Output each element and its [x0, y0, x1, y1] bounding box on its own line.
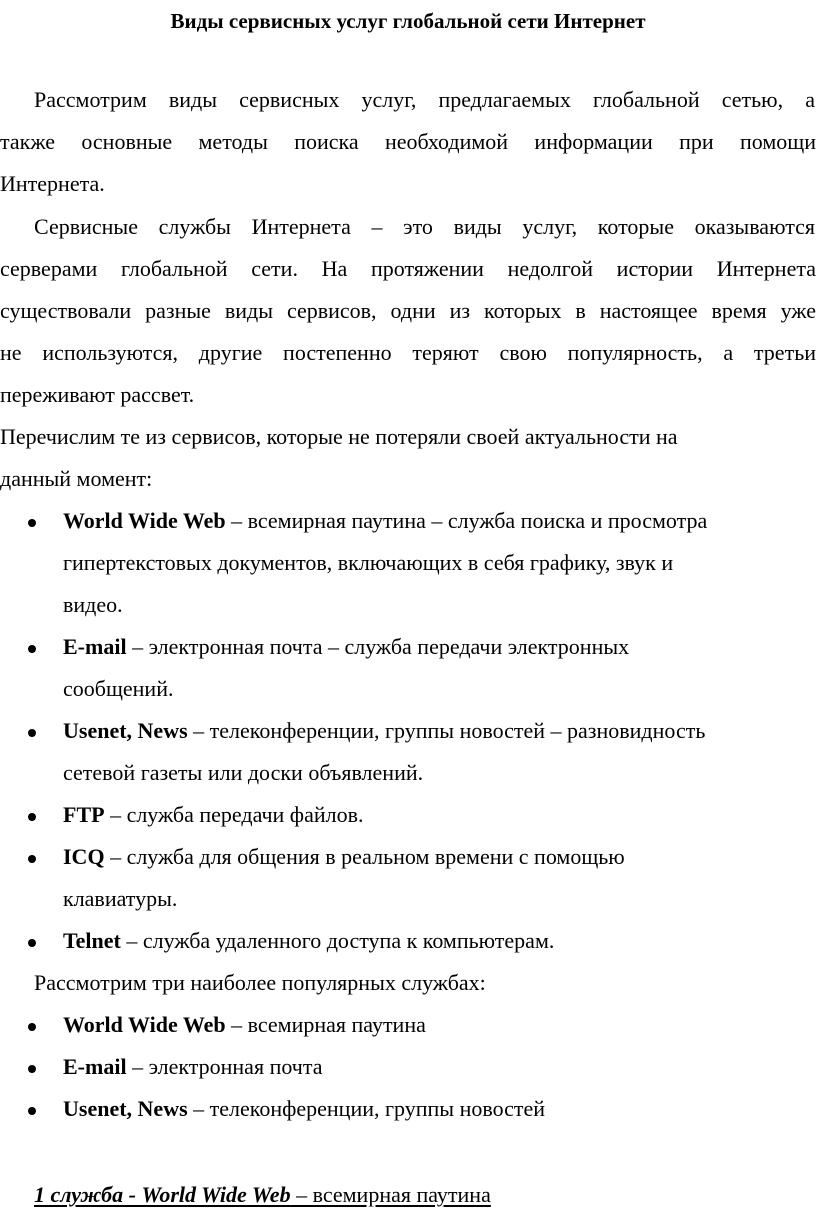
p2-line-1: Сервисные службы Интернета – это виды услуг, которые оказываются — [34, 214, 815, 239]
service-term: World Wide Web — [63, 1012, 226, 1037]
bullet — [28, 632, 36, 662]
list-item-continuation: видео. — [63, 592, 123, 617]
list-item — [63, 506, 707, 536]
p1-line-3: Интернета. — [0, 171, 105, 196]
service-term: E-mail — [63, 634, 127, 659]
bullet — [28, 1010, 36, 1040]
list-item — [63, 1052, 322, 1082]
section-heading — [34, 1180, 816, 1210]
list-item — [63, 632, 629, 662]
service-desc: – всемирная паутина — [225, 1012, 426, 1037]
p3-line-2: данный момент: — [0, 466, 153, 491]
list-item — [63, 926, 554, 956]
service-term: E-mail — [63, 1054, 127, 1079]
p2-line-5: переживают рассвет. — [0, 382, 195, 407]
bullet — [28, 926, 36, 956]
service-term: Telnet — [63, 928, 121, 953]
list-item — [63, 800, 363, 830]
service-term: Usenet, News — [63, 718, 188, 743]
list-item-continuation: клавиатуры. — [63, 886, 178, 911]
p1-line-2: также основные методы поиска необходимой информации при помощи — [0, 129, 816, 154]
service-term: World Wide Web — [63, 508, 226, 533]
p2-line-3: существовали разные виды сервисов, одни из которых в настоящее время уже — [0, 298, 816, 323]
list-item-continuation: гипертекстовых документов, включающих в себя графику, звук и — [63, 550, 674, 575]
bullet — [28, 716, 36, 746]
service-desc: – служба передачи файлов. — [104, 802, 364, 827]
service-desc: – электронная почта – служба передачи электронных — [126, 634, 630, 659]
list-item — [63, 1094, 545, 1124]
service-desc: – служба для общения в реальном времени с помощью — [104, 844, 625, 869]
p1-line-1: Рассмотрим виды сервисных услуг, предлагаемых глобальной сетью, а — [34, 87, 815, 112]
list-item — [63, 842, 625, 872]
bullet — [28, 800, 36, 830]
document-title: Виды сервисных услуг глобальной сети Интернет — [170, 9, 646, 33]
service-desc: – телеконференции, группы новостей – разновидность — [187, 718, 706, 743]
bullet — [28, 506, 36, 536]
list-item-continuation: сообщений. — [63, 676, 174, 701]
service-term: Usenet, News — [63, 1096, 188, 1121]
service-desc: – служба удаленного доступа к компьютерам. — [120, 928, 555, 953]
service-desc: – всемирная паутина – служба поиска и просмотра — [225, 508, 708, 533]
list-item — [63, 1010, 426, 1040]
service-term: ICQ — [63, 844, 105, 869]
bullet — [28, 1094, 36, 1124]
section-heading-rest: – всемирная паутина — [290, 1182, 491, 1207]
service-desc: – электронная почта — [126, 1054, 323, 1079]
p3-line-1: Перечислим те из сервисов, которые не потеряли своей актуальности на — [0, 424, 678, 449]
bullet — [28, 1052, 36, 1082]
p4: Рассмотрим три наиболее популярных службах: — [34, 970, 486, 995]
service-desc: – телеконференции, группы новостей — [187, 1096, 546, 1121]
p2-line-4: не используются, другие постепенно теряют свою популярность, а третьи — [0, 340, 816, 365]
p2-line-2: серверами глобальной сети. На протяжении недолгой истории Интернета — [0, 256, 816, 281]
list-item — [63, 716, 705, 746]
list-item-continuation: сетевой газеты или доски объявлений. — [63, 760, 424, 785]
service-term: FTP — [63, 802, 105, 827]
section-heading-number: 1 служба - World Wide Web — [34, 1182, 291, 1207]
bullet — [28, 842, 36, 872]
